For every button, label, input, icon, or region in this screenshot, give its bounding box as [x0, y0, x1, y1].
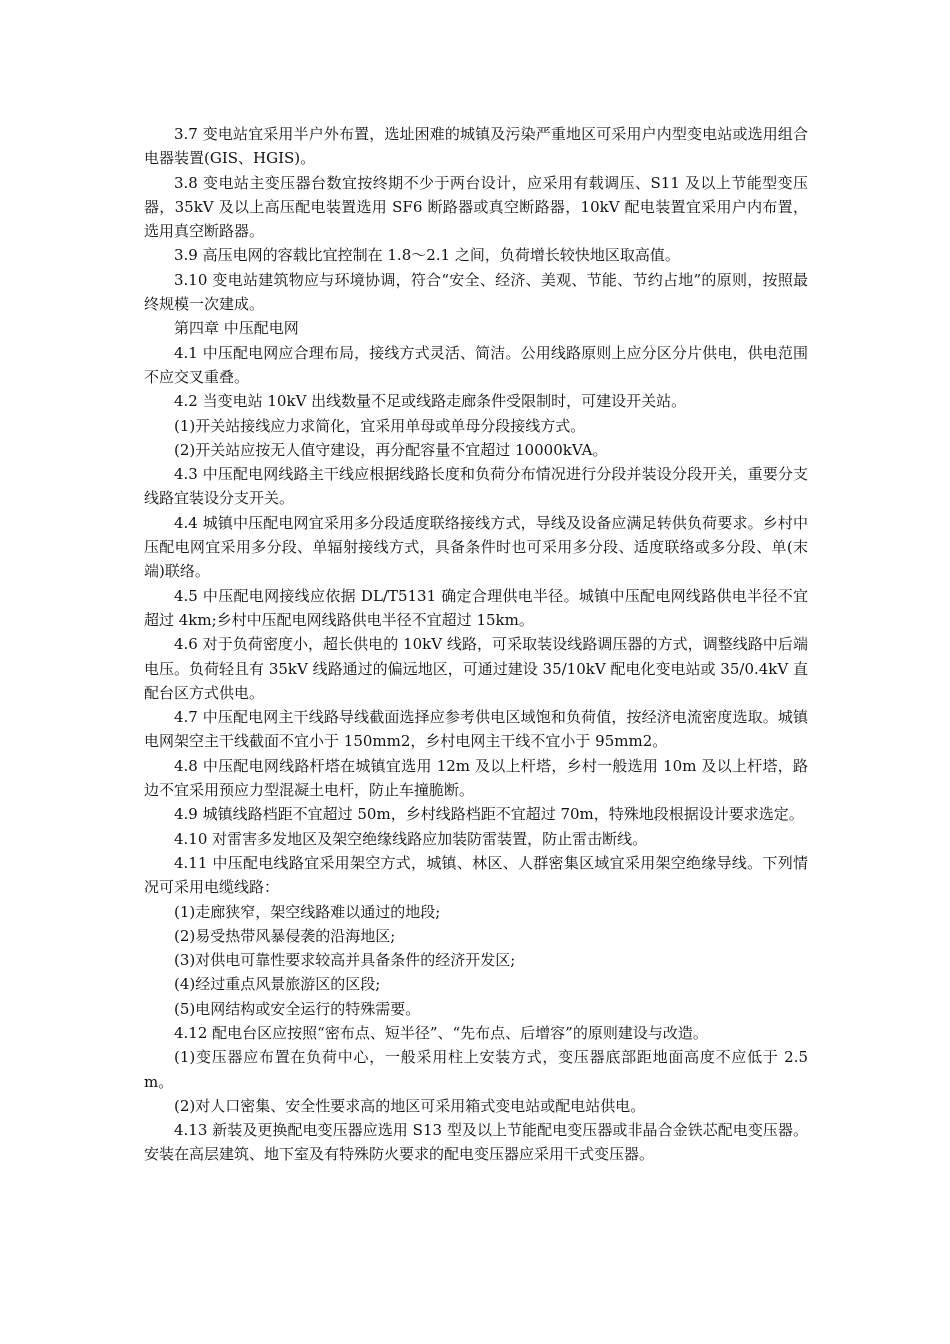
list-item-4-2-2: (2)开关站应按无人值守建设，再分配容量不宜超过 10000kVA。	[174, 440, 608, 459]
paragraph-4-1: 4.1 中压配电网应合理布局，接线方式灵活、简洁。公用线路原则上应分区分片供电，供电范围不应交叉重叠。	[144, 343, 808, 386]
paragraph-4-4: 4.4 城镇中压配电网宜采用多分段适度联络接线方式，导线及设备应满足转供负荷要求。乡村中压配电网宜采用多分段、单辐射接线方式，具备条件时也可采用多分段、适度联络或多分段、单(末端)联络。	[144, 513, 808, 581]
paragraph-4-5: 4.5 中压配电网接线应依据 DL/T5131 确定合理供电半径。城镇中压配电网线路供电半径不宜超过 4km;乡村中压配电网线路供电半径不宜超过 15km。	[144, 586, 808, 629]
list-item-4-11-1: (1)走廊狭窄，架空线路难以通过的地段;	[174, 902, 441, 921]
document-body	[144, 122, 808, 1167]
paragraph-4-6: 4.6 对于负荷密度小，超长供电的 10kV 线路，可采取装设线路调压器的方式，调整线路中后端电压。负荷轻且有 35kV 线路通过的偏远地区，可通过建设 35/10kV 配电化变电站或 35/0.4kV 直配台区方式供电。	[144, 635, 808, 702]
paragraph-4-8: 4.8 中压配电网线路杆塔在城镇宜选用 12m 及以上杆塔，乡村一般选用 10m 及以上杆塔，路边不宜采用预应力型混凝土电杆，防止车撞脆断。	[144, 756, 808, 800]
paragraph-3-7: 3.7 变电站宜采用半户外布置，选址困难的城镇及污染严重地区可采用户内型变电站或选用组合电器装置(GIS、HGIS)。	[144, 125, 808, 168]
list-item-4-11-3: (3)对供电可靠性要求较高并具备条件的经济开发区;	[174, 951, 516, 970]
paragraph-3-10: 3.10 变电站建筑物应与环境协调，符合“安全、经济、美观、节能、节约占地”的原则，按照最终规模一次建成。	[144, 270, 808, 314]
paragraph-4-11: 4.11 中压配电线路宜采用架空方式，城镇、林区、人群密集区域宜采用架空绝缘导线。下列情况可采用电缆线路：	[144, 853, 808, 897]
list-item-4-2-1: (1)开关站接线应力求简化，宜采用单母或单母分段接线方式。	[174, 416, 586, 435]
list-item-4-12-2: (2)对人口密集、安全性要求高的地区可采用箱式变电站或配电站供电。	[174, 1096, 646, 1115]
paragraph-4-9: 4.9 城镇线路档距不宜超过 50m，乡村线路档距不宜超过 70m，特殊地段根据设计要求选定。	[174, 805, 804, 824]
list-item-4-11-2: (2)易受热带风暴侵袭的沿海地区;	[174, 926, 396, 945]
paragraph-3-8: 3.8 变电站主变压器台数宜按终期不少于两台设计，应采用有载调压、S11 及以上节能型变压器，35kV 及以上高压配电装置选用 SF6 断路器或真空断路器，10kV 配电装置宜采用户内布置，选用真空断路器。	[144, 173, 808, 241]
list-item-4-11-5: (5)电网结构或安全运行的特殊需要。	[174, 999, 421, 1018]
paragraph-3-9: 3.9 高压电网的容载比宜控制在 1.8～2.1 之间，负荷增长较快地区取高值。	[174, 246, 680, 265]
paragraph-4-7: 4.7 中压配电网主干线路导线截面选择应参考供电区域饱和负荷值，按经济电流密度选取。城镇电网架空主干线截面不宜小于 150mm2，乡村电网主干线不宜小于 95mm2。	[144, 708, 808, 751]
paragraph-4-3: 4.3 中压配电网线路主干线应根据线路长度和负荷分布情况进行分段并装设分段开关，重要分支线路宜装设分支开关。	[144, 465, 808, 508]
paragraph-4-2: 4.2 当变电站 10kV 出线数量不足或线路走廊条件受限制时，可建设开关站。	[174, 392, 687, 411]
paragraph-4-10: 4.10 对雷害多发地区及架空绝缘线路应加装防雷装置，防止雷击断线。	[174, 829, 648, 848]
chapter-heading: 第四章 中压配电网	[174, 319, 299, 338]
list-item-4-12-1: (1)变压器应布置在负荷中心，一般采用柱上安装方式，变压器底部距地面高度不应低于 2.5m。	[144, 1048, 808, 1091]
paragraph-4-13: 4.13 新装及更换配电变压器应选用 S13 型及以上节能配电变压器或非晶合金铁芯配电变压器。安装在高层建筑、地下室及有特殊防火要求的配电变压器应采用干式变压器。	[144, 1121, 808, 1164]
list-item-4-11-4: (4)经过重点风景旅游区的区段;	[174, 975, 381, 994]
paragraph-4-12: 4.12 配电台区应按照“密布点、短半径”、“先布点、后增容”的原则建设与改造。	[174, 1023, 708, 1042]
